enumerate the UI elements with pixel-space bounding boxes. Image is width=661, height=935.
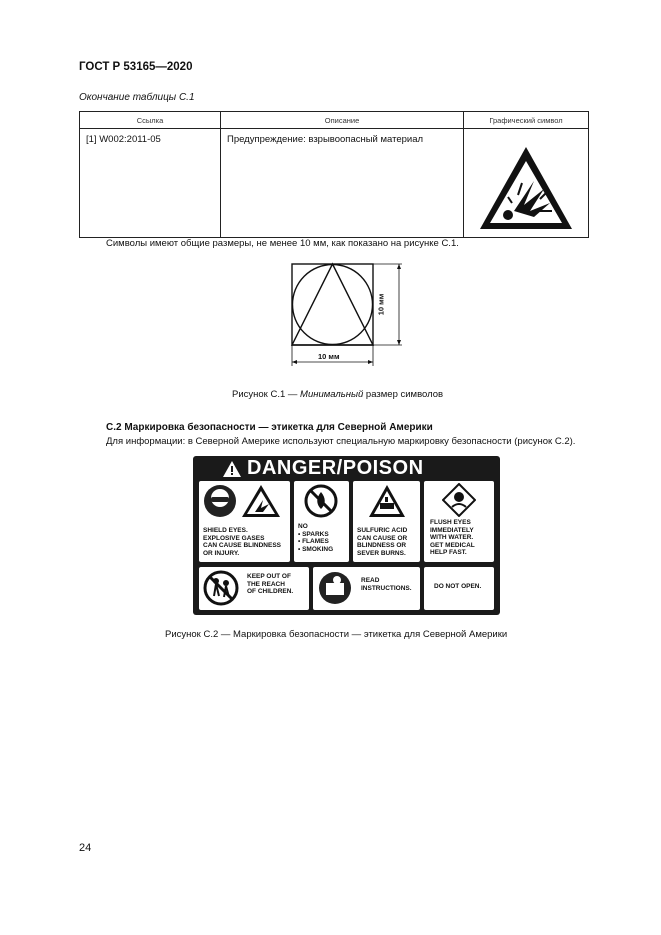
safety-label — [193, 456, 500, 615]
cell-ref: [1] W002:2011-05 — [80, 129, 221, 238]
corrosive-icon — [368, 484, 406, 518]
table-continuation-label: Окончание таблицы С.1 — [79, 92, 195, 103]
flush-text — [430, 519, 475, 557]
read-manual-icon — [317, 570, 353, 606]
shield-text — [203, 527, 281, 557]
acid-line: CAN CAUSE OR — [357, 534, 408, 542]
eye-protection-icon — [203, 484, 237, 518]
col-header-desc: Описание — [221, 112, 464, 129]
shield-line: SHIELD EYES. — [203, 527, 248, 534]
children-text — [247, 573, 293, 596]
dim-vertical-label: 10 мм — [376, 293, 386, 316]
do-not-open-text: DO NOT OPEN. — [434, 583, 482, 590]
cell-symbol — [464, 129, 589, 238]
no-line: • SPARKS — [298, 530, 329, 538]
paragraph-sizes: Символы имеют общие размеры, не менее 10 мм, как показано на рисунке С.1. — [106, 238, 459, 249]
eyewash-icon — [442, 483, 476, 517]
keep-away-children-icon — [203, 570, 239, 606]
children-line: OF CHILDREN. — [247, 588, 294, 596]
acid-line: SEVER BURNS. — [357, 549, 406, 557]
page-number: 24 — [79, 842, 92, 854]
flush-line: IMMEDIATELY — [430, 526, 474, 534]
shield-line: OR INJURY. — [203, 549, 240, 557]
no-line: NO — [298, 523, 308, 530]
shield-line: CAN CAUSE BLINDNESS — [203, 542, 282, 550]
minimal-size-figure — [284, 258, 404, 370]
cell-desc: Предупреждение: взрывоопасный материал — [221, 129, 464, 238]
shield-line: EXPLOSIVE GASES — [203, 534, 265, 542]
no-line: • SMOKING — [298, 545, 334, 553]
no-line: • FLAMES — [298, 538, 329, 546]
col-header-symbol: Графический символ — [464, 112, 589, 129]
no-flames-icon — [304, 484, 338, 518]
table-row — [80, 129, 589, 238]
cell-sulfuric-acid — [353, 481, 420, 562]
caption-suffix: размер символов — [363, 389, 444, 400]
explosive-warning-icon — [464, 129, 588, 237]
cell-flush-eyes — [424, 481, 494, 562]
caption-prefix: Рисунок С.1 — — [232, 389, 301, 400]
paragraph-info: Для информации: в Северной Америке используют специальную маркировку безопасности (рисунок С.2). — [106, 436, 576, 447]
cell-children — [199, 567, 309, 610]
cell-do-not-open — [424, 567, 494, 610]
cell-shield-eyes — [199, 481, 290, 562]
read-text — [361, 577, 412, 592]
acid-line: SULFURIC ACID — [357, 527, 408, 534]
caption-italic: Минимальный — [300, 389, 364, 400]
table-header-row — [80, 112, 589, 129]
explosive-gases-icon — [241, 484, 281, 518]
cell-no-flames — [294, 481, 349, 562]
symbols-table — [79, 111, 589, 238]
section-heading: С.2 Маркировка безопасности — этикетка для Северной Америки — [106, 422, 433, 433]
flush-line: FLUSH EYES — [430, 519, 471, 526]
children-line: THE REACH — [247, 580, 285, 588]
flush-line: HELP FAST. — [430, 549, 467, 557]
figure2-caption: Рисунок С.2 — Маркировка безопасности — этикетка для Северной Америки — [165, 629, 508, 640]
flush-line: GET MEDICAL — [430, 541, 475, 549]
warning-triangle-icon — [223, 461, 241, 477]
col-header-ref: Ссылка — [80, 112, 221, 129]
read-line: READ — [361, 577, 380, 584]
flush-line: WITH WATER. — [430, 534, 474, 542]
cell-read-instructions — [313, 567, 420, 610]
document-header: ГОСТ Р 53165—2020 — [79, 61, 193, 73]
figure1-caption — [232, 389, 443, 400]
children-line: KEEP OUT OF — [247, 573, 291, 580]
read-line: INSTRUCTIONS. — [361, 584, 412, 592]
acid-line: BLINDNESS OR — [357, 542, 407, 550]
no-text — [298, 523, 333, 553]
acid-text — [357, 527, 407, 557]
dim-horizontal-label: 10 мм — [318, 352, 340, 361]
label-title: DANGER/POISON — [247, 457, 424, 479]
